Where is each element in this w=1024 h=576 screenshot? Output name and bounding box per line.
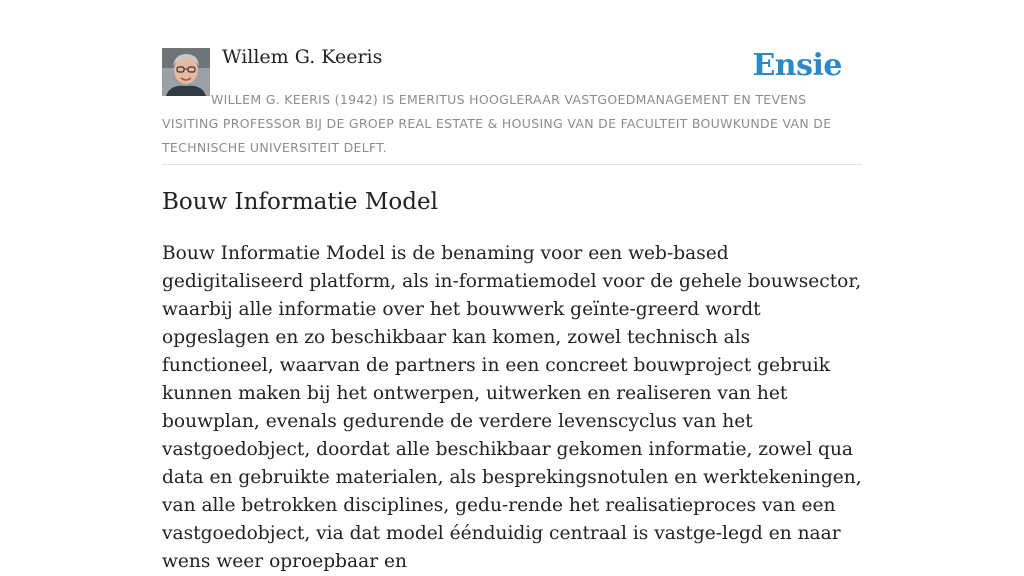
author-name[interactable]: Willem G. Keeris	[222, 46, 383, 68]
author-header	[162, 44, 862, 165]
article-body: Bouw Informatie Model is de benaming voor een web-based gedigitaliseerd platform, als in-formatiemodel voor de gehele bouwsector, waarbij alle informatie over het bouwwerk geïnte-greerd wordt opgeslagen en zo beschikbaar kan komen, zowel technisch als functioneel, waarvan de partners in een concreet bouwproject gebruik kunnen maken bij het ontwerpen, uitwerken en realiseren van het bouwplan, evenals gedurende de verdere levenscyclus van het vastgoedobject, doordat alle beschikbaar gekomen informatie, zowel qua data en gebruikte materialen, als besprekingsnotulen en werktekeningen, van alle betrokken disciplines, gedu-rende het realisatieproces van een vastgoedobject, via dat model éénduidig centraal is vastge-legd en naar wens weer oproepbaar en	[162, 243, 862, 572]
author-bio: WILLEM G. KEERIS (1942) IS EMERITUS HOOGLERAAR VASTGOEDMANAGEMENT EN TEVENS VISITING PROFESSOR BIJ DE GROEP REAL ESTATE & HOUSING VAN DE FACULTEIT BOUWKUNDE VAN DE TECHNISCHE UNIVERSITEIT DELFT.	[162, 92, 832, 155]
article-title: Bouw Informatie Model	[162, 189, 438, 215]
ensie-logo[interactable]: Ensie	[752, 48, 842, 83]
